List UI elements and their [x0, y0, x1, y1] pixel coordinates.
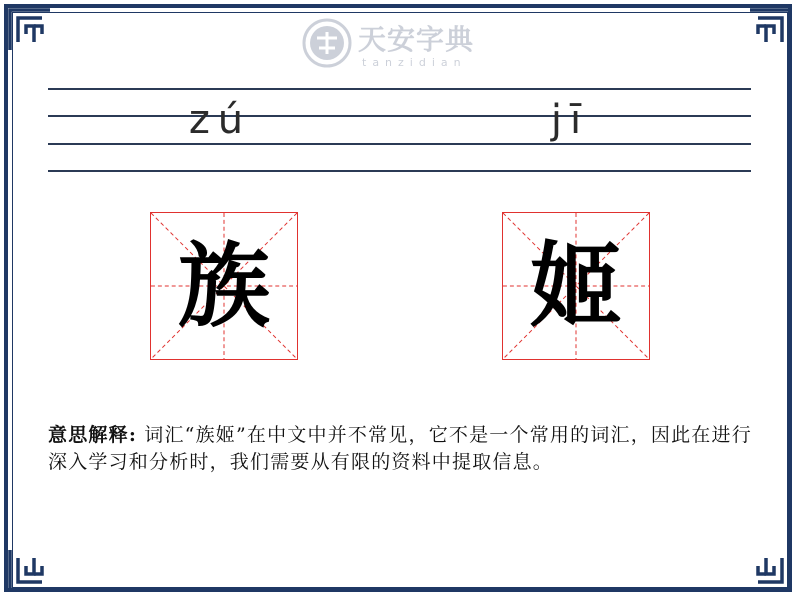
corner-ornament-bottom-left [8, 548, 52, 592]
character-grid-1 [150, 212, 298, 360]
pinyin-line-4 [48, 170, 751, 172]
pinyin-ji: jī [550, 97, 590, 143]
site-logo [302, 14, 502, 72]
meaning-separator: : [128, 424, 138, 446]
logo-name: 天安字典 [358, 23, 475, 56]
logo-subtitle: tanzidian [362, 56, 467, 69]
corner-ornament-top-right [748, 8, 792, 52]
corner-ornament-bottom-right [748, 548, 792, 592]
pinyin-line-1 [48, 88, 751, 90]
meaning-label: 意思解释 [48, 424, 129, 446]
logo-seal-icon [302, 18, 352, 68]
character-ji: 姬 [529, 232, 622, 340]
inner-frame [12, 12, 788, 588]
character-grid-2 [502, 212, 650, 360]
character-zu: 族 [177, 232, 270, 340]
meaning-text: 词汇“族姬”在中文中并不常见，它不是一个常用的词汇，因此在进行深入学习和分析时，我们需要从有限的资料中提取信息。 [48, 424, 752, 473]
pinyin-zu: zú [188, 97, 252, 143]
corner-ornament-top-left [8, 8, 52, 52]
meaning-paragraph [48, 422, 754, 476]
